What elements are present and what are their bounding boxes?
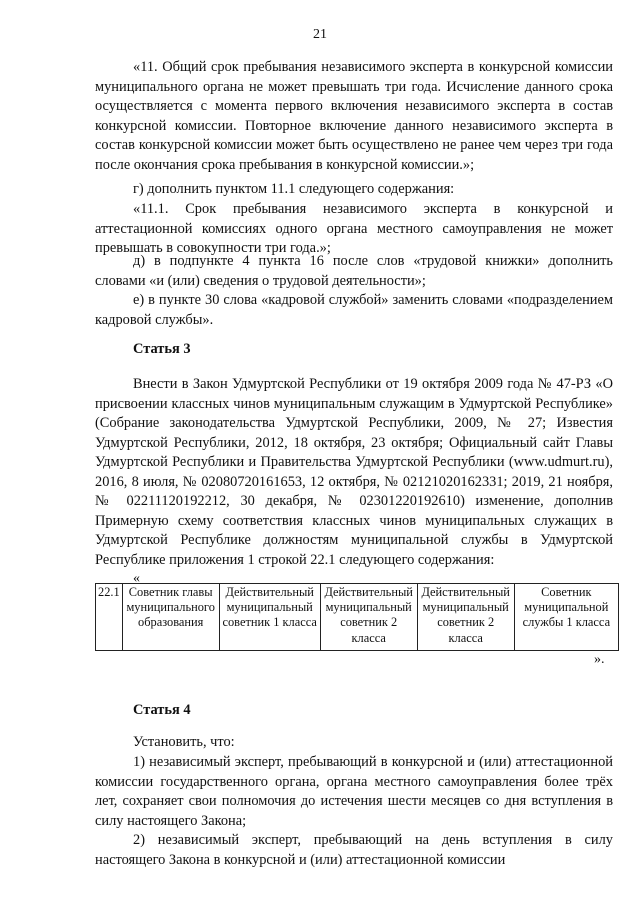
article-4-intro: Установить, что:: [133, 734, 235, 750]
article-4-heading: Статья 4: [133, 702, 191, 718]
page-number: 21: [313, 27, 327, 42]
paragraph-subitem-d: д) в подпункте 4 пункта 16 после слов «трудовой книжки» дополнить словами «и (или) сведения о трудовой деятельности»;: [95, 253, 613, 289]
paragraph-subitem-e: е) в пункте 30 слова «кадровой службой» заменить словами «подразделением кадровой службы».: [95, 292, 613, 328]
grade-table: [95, 583, 619, 651]
table-cell-grade-2: Действительный муниципальный советник 2 класса: [320, 584, 417, 651]
table-row: [96, 584, 619, 651]
table-cell-grade-4: Советник муниципальной службы 1 класса: [514, 584, 618, 651]
table-cell-position: Советник главы муниципального образования: [122, 584, 219, 651]
table-cell-grade-3: Действительный муниципальный советник 2 класса: [417, 584, 514, 651]
article-3-heading: Статья 3: [133, 341, 191, 357]
table-cell-grade-1: Действительный муниципальный советник 1 класса: [219, 584, 320, 651]
article-4-item-2: 2) независимый эксперт, пребывающий на день вступления в силу настоящего Закона в конкурсной и (или) аттестационной комиссии: [95, 832, 613, 868]
article-4-item-1: 1) независимый эксперт, пребывающий в конкурсной и (или) аттестационной комиссии государственного органа, органа местного самоуправления более трёх лет, сохраняет свои полномочия до истечения шести месяцев со дня вступления в силу настоящего Закона;: [95, 754, 613, 829]
table-quote-open: «: [133, 571, 140, 586]
paragraph-subitem-g: г) дополнить пунктом 11.1 следующего содержания:: [133, 181, 455, 197]
paragraph-item-11: «11. Общий срок пребывания независимого эксперта в конкурсной комиссии муниципального органа не может превышать три года. Исчисление данного срока осуществляется с момента первого включения независимого эксперта в состав конкурсной комиссии. Повторное включение данного независимого эксперта в состав конкурсной комиссии может быть осуществлено не ранее чем через три года после окончания срока пребывания в конкурсной комиссии.»;: [95, 59, 613, 173]
table-quote-close: ».: [594, 652, 605, 667]
paragraph-item-11-1: «11.1. Срок пребывания независимого эксперта в конкурсной и аттестационной комиссиях одного органа местного самоуправления не может превышать в совокупности три года.»;: [95, 201, 613, 256]
article-3-text: Внести в Закон Удмуртской Республики от 19 октября 2009 года № 47-РЗ «О присвоении классных чинов муниципальным служащим в Удмуртской Республике» (Собрание законодательства Удмуртской Республики, 2009, № 27; Известия Удмуртской Республики, 2012, 18 октября, 23 октября; Официальный сайт Главы Удмуртской Республики и Правительства Удмуртской Республики (www.udmurt.ru), 2016, 8 июля, № 02080720161653, 12 октября, № 02121020162331; 2019, 21 ноября, № 02211120192212, 30 декабря, № 02301220192610) изменение, дополнив Примерную схему соответствия классных чинов муниципальных служащих в Удмуртской Республике должностям муниципальной службы в Удмуртской Республике приложения 1 строкой 22.1 следующего содержания:: [95, 376, 613, 568]
table-cell-number: 22.1: [96, 584, 123, 651]
